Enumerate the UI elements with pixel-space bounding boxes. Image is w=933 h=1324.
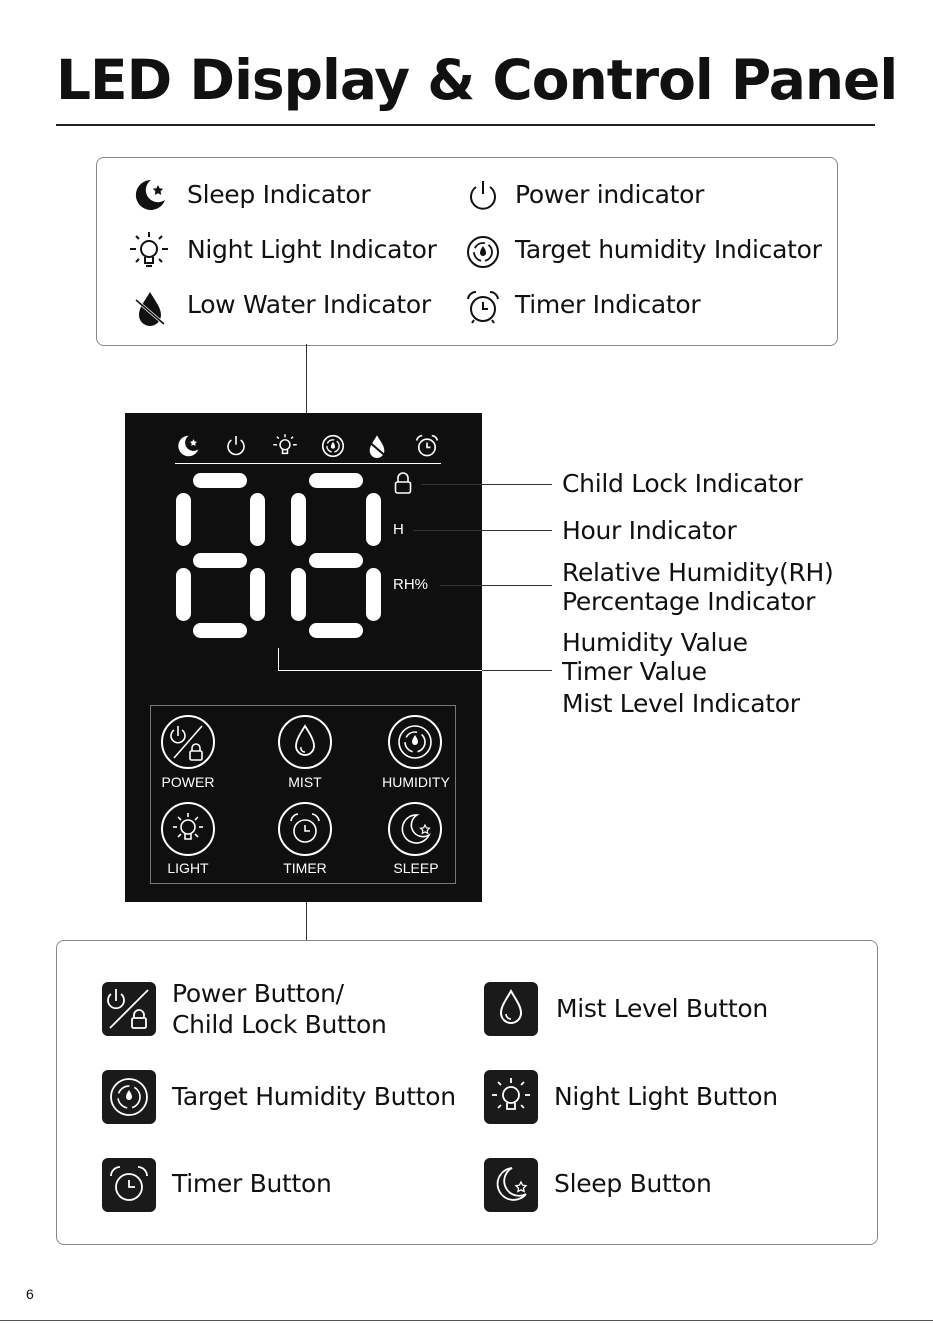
low-water-indicator-label: Low Water Indicator <box>187 290 431 319</box>
moon-star-icon <box>484 1158 538 1212</box>
bottom-rule <box>0 1320 933 1321</box>
child-lock-callout-line <box>421 484 552 485</box>
moon-star-icon <box>131 176 169 214</box>
droplet-icon[interactable] <box>277 714 333 770</box>
sleep-button-icon <box>484 1158 538 1212</box>
alarm-clock-icon[interactable] <box>277 801 333 857</box>
value-callout-line2: Timer Value <box>562 657 707 686</box>
night-light-button-legend: Night Light Button <box>554 1082 778 1111</box>
power-button-legend-line2: Child Lock Button <box>172 1010 387 1039</box>
value-callout-v <box>278 648 279 670</box>
value-callout-line1: Humidity Value <box>562 628 748 657</box>
sleep-button-label: SLEEP <box>393 860 439 876</box>
sleep-indicator-label: Sleep Indicator <box>187 180 371 209</box>
page-number: 6 <box>26 1286 34 1302</box>
power-button-label: POWER <box>161 774 215 790</box>
rh-callout-line2: Percentage Indicator <box>562 587 816 616</box>
sleep-button-legend: Sleep Button <box>554 1169 712 1198</box>
low-water-icon <box>365 432 389 460</box>
bulb-icon <box>272 433 298 459</box>
timer-button-icon <box>102 1158 156 1212</box>
bulb-icon <box>484 1070 538 1124</box>
mist-button-legend: Mist Level Button <box>556 994 768 1023</box>
mist-button-icon <box>484 982 538 1036</box>
target-humidity-icon <box>320 433 346 459</box>
target-humidity-icon[interactable] <box>387 714 443 770</box>
power-lock-icon <box>102 982 156 1036</box>
power-indicator-label: Power indicator <box>515 180 705 209</box>
title-rule <box>56 124 875 126</box>
light-button-label: LIGHT <box>167 860 209 876</box>
control-panel-display <box>125 413 482 902</box>
alarm-clock-icon <box>102 1158 156 1212</box>
night-light-button-icon <box>484 1070 538 1124</box>
connector-bottom <box>306 901 307 940</box>
target-humidity-button-icon <box>102 1070 156 1124</box>
humidity-button-label: HUMIDITY <box>382 774 450 790</box>
droplet-icon <box>484 982 538 1036</box>
bulb-icon <box>128 230 170 272</box>
rh-callout-line1: Relative Humidity(RH) <box>562 558 834 587</box>
hour-callout-line <box>413 530 552 531</box>
page-title: LED Display & Control Panel <box>56 48 898 112</box>
night-light-indicator-label: Night Light Indicator <box>187 235 437 264</box>
target-humidity-icon <box>102 1070 156 1124</box>
hour-label: H <box>393 521 404 538</box>
timer-button-legend: Timer Button <box>172 1169 332 1198</box>
low-water-icon <box>132 288 168 328</box>
child-lock-callout: Child Lock Indicator <box>562 469 803 498</box>
target-humidity-button-legend: Target Humidity Button <box>172 1082 456 1111</box>
value-callout-h-outside <box>482 670 552 671</box>
target-humidity-icon <box>464 233 502 271</box>
alarm-clock-icon <box>414 433 440 459</box>
lock-icon <box>393 471 413 495</box>
timer-button-label: TIMER <box>283 860 327 876</box>
bulb-icon[interactable] <box>160 801 216 857</box>
power-icon <box>465 178 501 214</box>
power-lock-button-icon <box>102 982 156 1036</box>
power-lock-icon[interactable] <box>160 714 216 770</box>
power-icon <box>224 434 248 458</box>
timer-indicator-label: Timer Indicator <box>515 290 701 319</box>
moon-star-icon[interactable] <box>387 801 443 857</box>
value-callout-h <box>278 670 482 671</box>
alarm-clock-icon <box>464 288 502 326</box>
mist-button-label: MIST <box>288 774 322 790</box>
hour-callout: Hour Indicator <box>562 516 737 545</box>
rh-percent-label: RH% <box>393 576 429 593</box>
power-button-legend-line1: Power Button/ <box>172 979 344 1008</box>
value-callout-line3: Mist Level Indicator <box>562 689 800 718</box>
indicator-row-underline <box>175 463 441 464</box>
rh-callout-line <box>440 585 552 586</box>
target-humidity-indicator-label: Target humidity Indicator <box>515 235 822 264</box>
moon-star-icon <box>175 433 201 459</box>
